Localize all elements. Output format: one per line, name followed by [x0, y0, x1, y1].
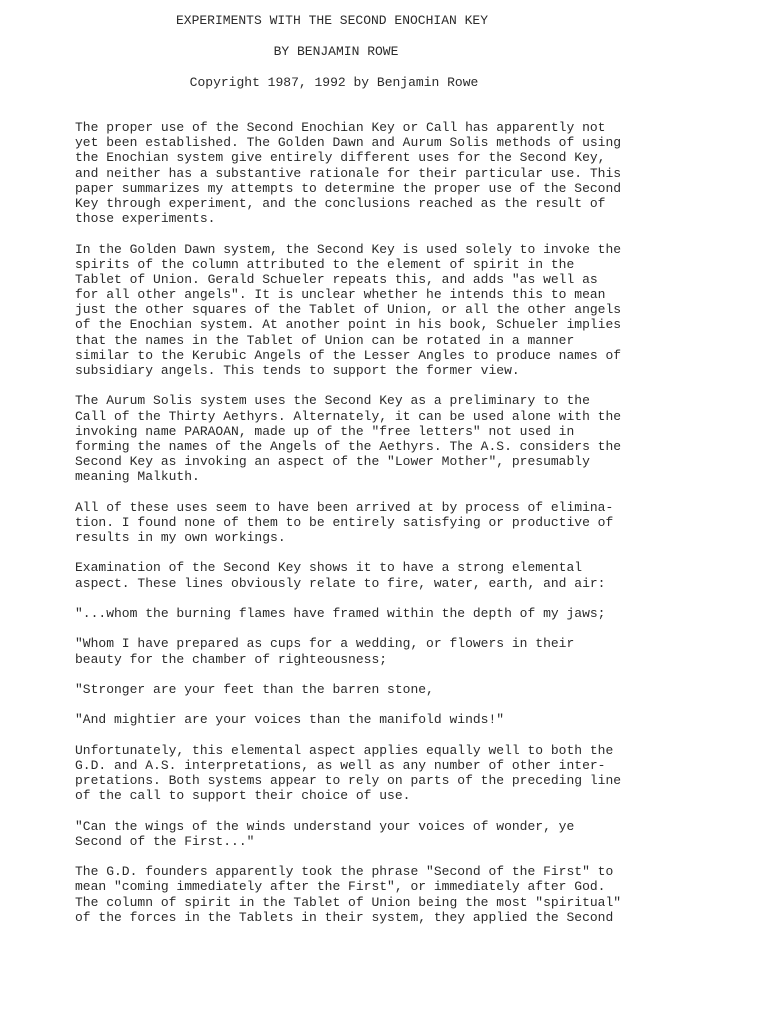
- text-line: G.D. and A.S. interpretations, as well as any number of other inter-: [75, 757, 606, 773]
- text-line: that the names in the Tablet of Union can be rotated in a manner: [75, 332, 575, 348]
- paragraph: [75, 500, 715, 546]
- text-line: for all other angels". It is unclear whether he intends this to mean: [75, 287, 606, 303]
- paragraph: [75, 242, 715, 379]
- text-line: Examination of the Second Key shows it to have a strong elemental: [75, 560, 583, 576]
- text-line: "Stronger are your feet than the barren stone,: [75, 681, 434, 697]
- text-line: The column of spirit in the Tablet of Union being the most "spiritual": [75, 894, 622, 910]
- document-body: [75, 120, 715, 940]
- text-line: "...whom the burning flames have framed within the depth of my jaws;: [75, 606, 606, 621]
- text-line: of the Enochian system. At another point in his book, Schueler implies: [75, 317, 622, 333]
- text-line: aspect. These lines obviously relate to fire, water, earth, and air:: [75, 575, 606, 591]
- text-line: Second Key as invoking an aspect of the "Lower Mother", presumably: [75, 454, 590, 470]
- text-line: of the call to support their choice of use.: [75, 788, 411, 804]
- paragraph: [75, 743, 715, 804]
- author-byline: BY BENJAMIN ROWE: [273, 44, 399, 59]
- text-line: subsidiary angels. This tends to support the former view.: [75, 363, 520, 378]
- paragraph: [75, 819, 715, 849]
- text-line: results in my own workings.: [75, 530, 286, 546]
- text-line: "And mightier are your voices than the manifold winds!": [75, 712, 505, 728]
- text-line: tion. I found none of them to be entirely satisfying or productive of: [75, 514, 614, 530]
- text-line: "Can the wings of the winds understand your voices of wonder, ye: [75, 818, 575, 834]
- paragraph: [75, 120, 715, 226]
- paragraph: [75, 864, 715, 925]
- text-line: paper summarizes my attempts to determine the proper use of the Second: [75, 180, 622, 196]
- paragraph: [75, 393, 715, 484]
- text-line: In the Golden Dawn system, the Second Key is used solely to invoke the: [75, 241, 622, 257]
- paragraph: [75, 712, 715, 727]
- text-line: All of these uses seem to have been arrived at by process of elimina-: [75, 499, 614, 515]
- text-line: spirits of the column attributed to the element of spirit in the: [75, 256, 575, 272]
- copyright-notice: Copyright 1987, 1992 by Benjamin Rowe: [189, 75, 479, 90]
- text-line: "Whom I have prepared as cups for a wedding, or flowers in their: [75, 636, 575, 652]
- text-line: of the forces in the Tablets in their system, they applied the Second: [75, 909, 614, 925]
- text-line: similar to the Kerubic Angels of the Lesser Angles to produce names of: [75, 347, 622, 363]
- text-line: invoking name PARAOAN, made up of the "free letters" not used in: [75, 423, 575, 439]
- paragraph: [75, 682, 715, 697]
- paragraph: [75, 560, 715, 590]
- document-title: EXPERIMENTS WITH THE SECOND ENOCHIAN KEY: [175, 13, 489, 28]
- text-line: meaning Malkuth.: [75, 469, 200, 485]
- text-line: Tablet of Union. Gerald Schueler repeats this, and adds "as well as: [75, 271, 598, 287]
- text-line: and neither has a substantive rationale for their particular use. This: [75, 165, 622, 181]
- text-line: The Aurum Solis system uses the Second Key as a preliminary to the: [75, 393, 590, 409]
- text-line: beauty for the chamber of righteousness;: [75, 651, 388, 667]
- text-line: Call of the Thirty Aethyrs. Alternately, it can be used alone with the: [75, 408, 622, 424]
- text-line: yet been established. The Golden Dawn and Aurum Solis methods of using: [75, 135, 622, 151]
- text-line: Key through experiment, and the conclusions reached as the result of: [75, 195, 606, 211]
- text-line: pretations. Both systems appear to rely on parts of the preceding line: [75, 773, 622, 789]
- text-line: Unfortunately, this elemental aspect applies equally well to both the: [75, 742, 614, 758]
- text-line: Second of the First...": [75, 833, 255, 849]
- paragraph: [75, 606, 715, 621]
- paragraph: [75, 636, 715, 666]
- text-line: those experiments.: [75, 211, 216, 227]
- text-line: forming the names of the Angels of the Aethyrs. The A.S. considers the: [75, 438, 622, 454]
- text-line: The G.D. founders apparently took the phrase "Second of the First" to: [75, 864, 614, 880]
- text-line: mean "coming immediately after the First", or immediately after God.: [75, 879, 606, 895]
- text-line: just the other squares of the Tablet of Union, or all the other angels: [75, 302, 622, 318]
- text-line: the Enochian system give entirely different uses for the Second Key,: [75, 150, 606, 166]
- text-line: The proper use of the Second Enochian Key or Call has apparently not: [75, 120, 606, 135]
